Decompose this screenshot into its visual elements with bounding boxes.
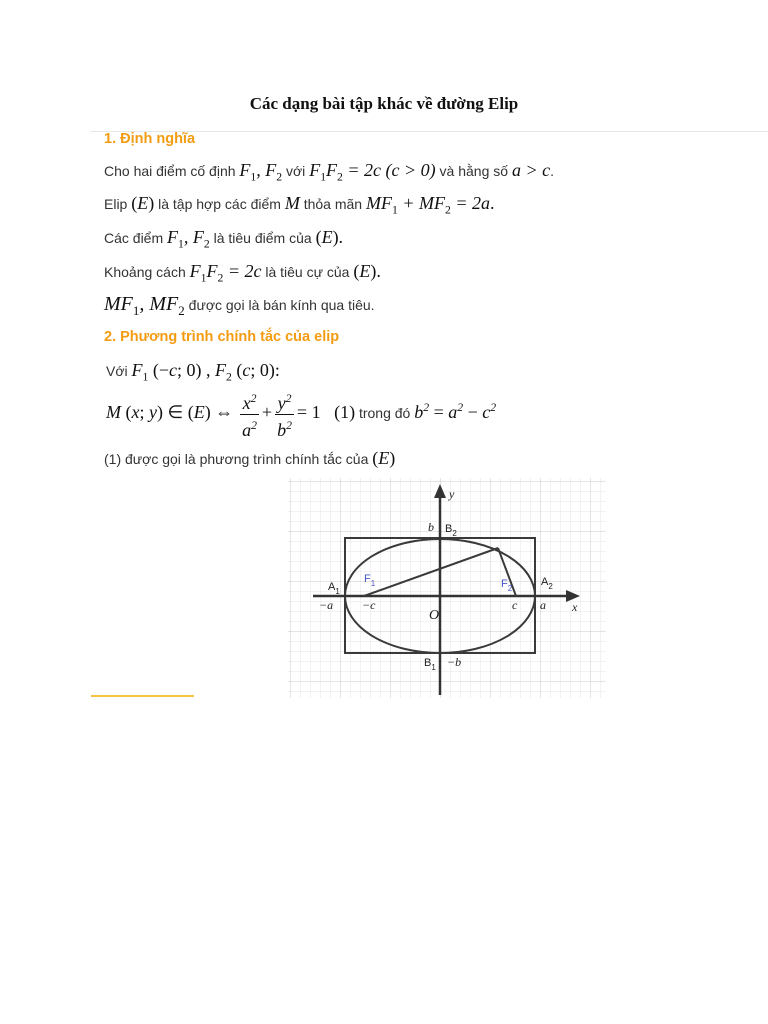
text: với xyxy=(282,163,310,179)
equation-line-1: Với $F_1$ (−c; 0) , $F_2$ (c; 0): xyxy=(106,360,280,384)
label-f2: $F_2$ xyxy=(501,578,513,593)
text: được gọi là bán kính qua tiêu. xyxy=(184,297,375,313)
label-b: b xyxy=(428,520,434,534)
label-a1: $A_1$ xyxy=(328,581,340,596)
decorative-underline xyxy=(91,695,194,697)
label-a2: $A_2$ xyxy=(541,576,553,591)
label-a: a xyxy=(540,598,546,612)
label-neg-c: −c xyxy=(362,598,376,612)
text: Khoảng cách xyxy=(104,264,190,280)
definition-line-3: Các điểm $F_1$, $F_2$ là tiêu điểm của (E). xyxy=(104,227,344,251)
section-heading-equation: 2. Phương trình chính tắc của elip xyxy=(104,329,340,345)
label-y: y xyxy=(449,487,455,501)
definition-line-2: Elip (E) là tập hợp các điểm M thỏa mãn $MF_1 + MF_2 = 2a$. xyxy=(104,193,495,217)
definition-line-5: $MF_1$, $MF_2$ được gọi là bán kính qua tiêu. xyxy=(104,293,375,318)
label-x: x xyxy=(572,600,578,614)
label-b1: $B_1$ xyxy=(424,657,436,672)
equation-line-3: (1) được gọi là phương trình chính tắc của (E) xyxy=(104,448,396,468)
definition-line-4: Khoảng cách $F_1F_2 = 2c$ là tiêu cự của (E). xyxy=(104,261,381,285)
text: trong đó xyxy=(355,405,415,422)
label-f1: $F_1$ xyxy=(364,573,376,588)
label-c: c xyxy=(512,598,518,612)
text: là tập hợp các điểm xyxy=(154,196,285,212)
text: Cho hai điểm cố định xyxy=(104,163,240,179)
label-b2: $B_2$ xyxy=(445,523,457,538)
label-neg-b: −b xyxy=(447,655,462,669)
text: là tiêu điểm của xyxy=(209,230,316,246)
label-neg-a: −a xyxy=(319,598,334,612)
page-title: Các dạng bài tập khác về đường Elip xyxy=(249,94,519,113)
definition-line-1: Cho hai điểm cố định $F_1$, $F_2$ với $F_1F_2 = 2c$ (c > 0) và hằng số a > c. xyxy=(104,160,554,184)
text: (1) được gọi là phương trình chính tắc của xyxy=(104,451,373,467)
section-heading-definition: 1. Định nghĩa xyxy=(104,131,196,147)
text: Các điểm xyxy=(104,230,168,246)
equation-line-2: M (x; y) ∈ (E) ⇔ $\frac{x^2}{a^2}$ + $\frac{y^2}{b^2}$ = 1 (1) trong đó $b^2 = a^2 - c^2$ xyxy=(106,388,496,441)
text: thỏa mãn xyxy=(299,196,366,212)
text: và hằng số xyxy=(435,163,512,179)
label-origin: O xyxy=(429,608,440,623)
ellipse-figure xyxy=(288,478,606,698)
text: là tiêu cự của xyxy=(261,264,354,280)
text: Elip xyxy=(104,196,132,212)
text: Với xyxy=(106,363,132,379)
